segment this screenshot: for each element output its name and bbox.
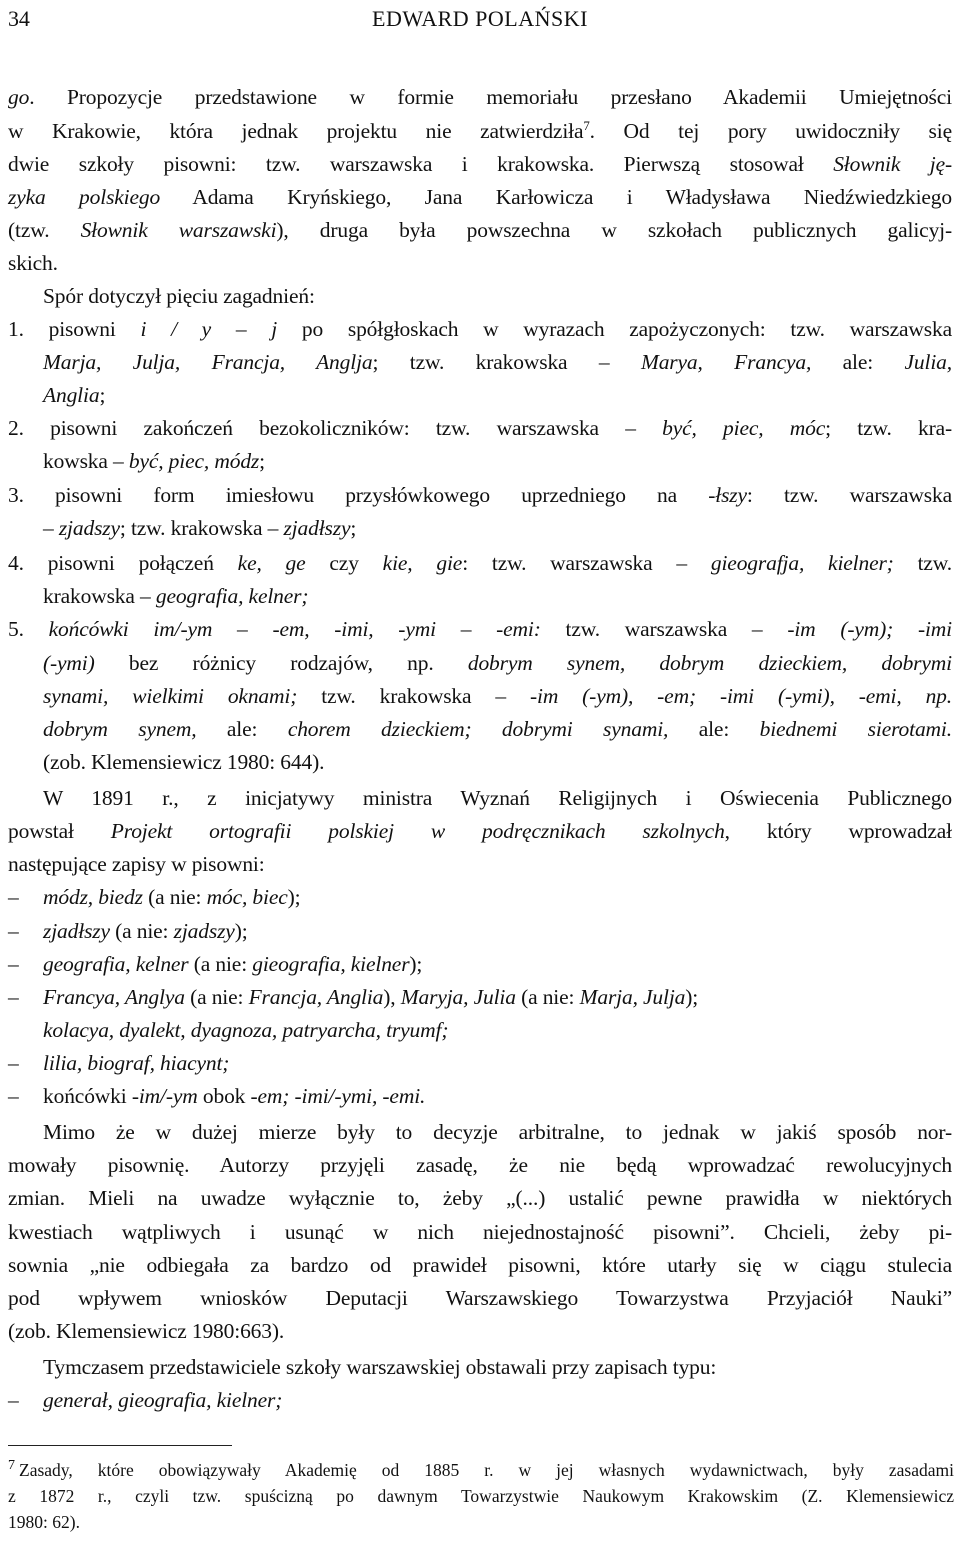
running-head: EDWARD POLAŃSKI: [372, 6, 588, 31]
text-line: następujące zapisy w pisowni:: [8, 852, 265, 876]
footnote-line: z 1872 r., czyli tzw. spuścizną po dawnym Towarzystwie Naukowym Krakowskim (Z. Klemensiewicz: [8, 1486, 954, 1506]
dash-bullet: –: [8, 1388, 19, 1412]
list-item-3: 3. pisowni form imiesłowu przysłówkowego uprzedniego na -łszy: tzw. warszawska: [8, 483, 952, 507]
text-line: W 1891 r., z inicjatywy ministra Wyznań Religijnych i Oświecenia Publicznego: [43, 786, 952, 810]
text-line: sownia „nie odbiegała za bardzo od prawideł pisowni, które utarły się w ciągu stulecia: [8, 1253, 952, 1277]
text-line: zmian. Mieli na uwadze wyłącznie to, żeby „(...) ustalić pewne prawidła w niektórych: [8, 1186, 952, 1210]
footnote-text: Zasady, które obowiązywały Akademię od 1885 r. w jej własnych wydawnictwach, były zasadami: [19, 1460, 954, 1480]
text-line: Spór dotyczył pięciu zagadnień:: [43, 284, 315, 308]
list-item-5-cont: (-ymi) bez różnicy rodzajów, np. dobrym synem, dobrym dzieckiem, dobrymi: [43, 651, 952, 675]
list-item-2-cont: kowska – być, piec, módz;: [43, 449, 265, 473]
footnote-rule: [8, 1445, 232, 1446]
dash-item-text: końcówki -im/-ym obok -em; -imi/-ymi, -emi.: [43, 1084, 426, 1108]
list-item-1-cont: Marja, Julja, Francja, Anglja; tzw. krakowska – Marya, Francya, ale: Julia,: [43, 350, 952, 374]
text-line: skich.: [8, 251, 58, 275]
page-number: 34: [8, 6, 30, 31]
text-line: pod wpływem wniosków Deputacji Warszawskiego Towarzystwa Przyjaciół Nauki”: [8, 1286, 952, 1310]
list-item-5: 5. końcówki im/-ym – -em, -imi, -ymi – -emi: tzw. warszawska – -im (-ym); -imi: [8, 617, 952, 641]
list-item-3-cont: – zjadszy; tzw. krakowska – zjadłszy;: [43, 516, 357, 540]
dash-item-text: módz, biedz (a nie: móc, biec);: [43, 885, 301, 909]
dash-list-item: [8, 1048, 952, 1078]
dash-bullet: –: [8, 885, 19, 909]
dash-list-item: [8, 882, 952, 912]
text-line: dwie szkoły pisowni: tzw. warszawska i krakowska. Pierwszą stosował Słownik ję-: [8, 152, 952, 176]
list-item-4: 4. pisowni połączeń ke, ge czy kie, gie: tzw. warszawska – gieografja, kielner; tzw.: [8, 551, 952, 575]
dash-list-item-cont: kolacya, dyalekt, dyagnoza, patryarcha, tryumf;: [43, 1018, 449, 1042]
dash-item-text: zjadłszy (a nie: zjadszy);: [43, 919, 248, 943]
text-line: powstał Projekt ortografii polskiej w podręcznikach szkolnych, który wprowadzał: [8, 819, 953, 843]
dash-item-text: lilia, biograf, hiacynt;: [43, 1051, 230, 1075]
list-item-4-cont: krakowska – geografia, kelner;: [43, 584, 309, 608]
text-line: Tymczasem przedstawiciele szkoły warszawskiej obstawali przy zapisach typu:: [43, 1355, 717, 1379]
dash-list-item: [8, 982, 952, 1012]
dash-bullet: –: [8, 1051, 19, 1075]
dash-list-item: [8, 1385, 952, 1415]
dash-bullet: –: [8, 985, 19, 1009]
list-item-1: 1. pisowni i / y – j po spółgłoskach w wyrazach zapożyczonych: tzw. warszawska: [8, 317, 952, 341]
dash-item-text: Francya, Anglya (a nie: Francja, Anglia), Maryja, Julia (a nie: Marja, Julja);: [43, 985, 699, 1009]
text-line: (zob. Klemensiewicz 1980:663).: [8, 1319, 285, 1343]
dash-bullet: –: [8, 919, 19, 943]
list-item-1-cont: Anglia;: [43, 383, 106, 407]
footnote-line: [8, 1458, 954, 1483]
text-line: mowały pisownię. Autorzy przyjęli zasadę, że nie będą wprowadzać rewolucyjnych: [8, 1153, 952, 1177]
list-item-5-cont: dobrym synem, ale: chorem dzieckiem; dobrymi synami, ale: biednemi sierotami.: [43, 717, 952, 741]
dash-list-item: [8, 916, 952, 946]
text-line: w Krakowie, która jednak projektu nie zatwierdziła$^7$. Od tej pory uwidoczniły się: [8, 118, 952, 143]
footnote-number: 7: [8, 1458, 15, 1474]
text-line: zyka polskiego Adama Kryńskiego, Jana Karłowicza i Władysława Niedźwiedzkiego: [8, 185, 952, 209]
list-item-2: 2. pisowni zakończeń bezokoliczników: tzw. warszawska – być, piec, móc; tzw. kra-: [8, 416, 952, 440]
list-item-5-cont: (zob. Klemensiewicz 1980: 644).: [43, 750, 325, 774]
dash-list-item: [8, 1081, 952, 1111]
footnote-line: 1980: 62).: [8, 1512, 80, 1532]
dash-item-text: generał, gieografia, kielner;: [43, 1388, 283, 1412]
dash-bullet: –: [8, 952, 19, 976]
text-line: go. Propozycje przedstawione w formie memoriału przesłano Akademii Umiejętności: [8, 85, 952, 109]
dash-bullet: –: [8, 1084, 19, 1108]
text-line: kwestiach wątpliwych i usunąć w nich niejednostajność pisowni”. Chcieli, żeby pi-: [8, 1220, 952, 1244]
dash-item-text: geografia, kelner (a nie: gieografia, kielner);: [43, 952, 423, 976]
text-line: Mimo że w dużej mierze były to decyzje arbitralne, to jednak w jakiś sposób nor-: [43, 1120, 952, 1144]
dash-list-item: [8, 949, 952, 979]
list-item-5-cont: synami, wielkimi oknami; tzw. krakowska – -im (-ym), -em; -imi (-ymi), -emi, np.: [43, 684, 953, 708]
text-line: (tzw. Słownik warszawski), druga była powszechna w szkołach publicznych galicyj-: [8, 218, 953, 242]
